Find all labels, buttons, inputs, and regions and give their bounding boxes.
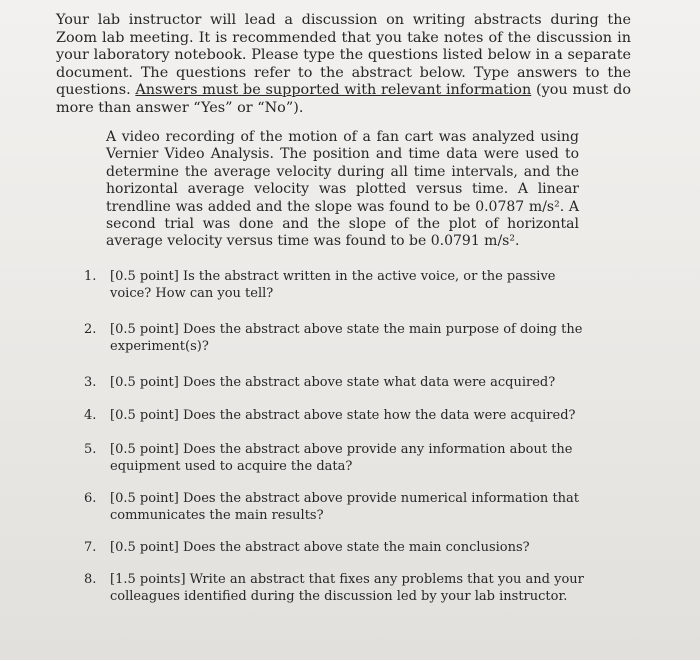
question-number: 7. — [84, 540, 97, 555]
question-text: [0.5 point] Does the abstract above state the main purpose of doing the experiment(s)? — [110, 322, 583, 354]
question-number: 5. — [84, 442, 97, 457]
question-number: 3. — [84, 375, 97, 390]
question-text: [0.5 point] Is the abstract written in the active voice, or the passive voice? How can you tell? — [110, 269, 556, 301]
question-item — [84, 375, 604, 392]
question-item — [84, 491, 604, 524]
question-item — [84, 540, 604, 557]
question-number: 2. — [84, 322, 97, 337]
instructions-text-part2: (you must do more than answer “Yes” or “No”). — [56, 82, 632, 116]
abstract-paragraph: A video recording of the motion of a fan cart was analyzed using Vernier Video Analysis. The position and time data were used to determine the average velocity during all time intervals, and the horizontal average velocity was plotted versus time. A linear trendline was added and the slope was found to be 0.0787 m/s². A second trial was done and the slope of the plot of horizontal average velocity versus time was found to be 0.0791 m/s². — [106, 129, 579, 250]
question-item — [84, 442, 604, 475]
instructions-underlined-text: Answers must be supported with relevant information — [135, 82, 532, 98]
question-text: [0.5 point] Does the abstract above provide any information about the equipment used to acquire the data? — [110, 442, 573, 474]
question-item — [84, 408, 604, 425]
question-number: 6. — [84, 491, 97, 506]
instructions-text-part1: Your lab instructor will lead a discussion on writing abstracts during the Zoom lab meeting. It is recommended that you take notes of the discussion in your laboratory notebook. Please type the questions listed below in a separate document. The questions refer to the abstract below. Type answers to the questions. — [56, 12, 631, 98]
question-number: 4. — [84, 408, 97, 423]
question-text: [1.5 points] Write an abstract that fixes any problems that you and your colleagues identified during the discussion led by your lab instructor. — [110, 572, 584, 604]
question-number: 8. — [84, 572, 97, 587]
question-item — [84, 269, 604, 302]
question-text: [0.5 point] Does the abstract above state what data were acquired? — [110, 375, 556, 390]
question-item — [84, 322, 604, 355]
question-number: 1. — [84, 269, 97, 284]
question-item — [84, 572, 604, 605]
question-text: [0.5 point] Does the abstract above state how the data were acquired? — [110, 408, 576, 423]
question-text: [0.5 point] Does the abstract above provide numerical information that communicates the main results? — [110, 491, 580, 523]
question-text: [0.5 point] Does the abstract above state the main conclusions? — [110, 540, 530, 555]
instructions-paragraph — [56, 12, 631, 117]
